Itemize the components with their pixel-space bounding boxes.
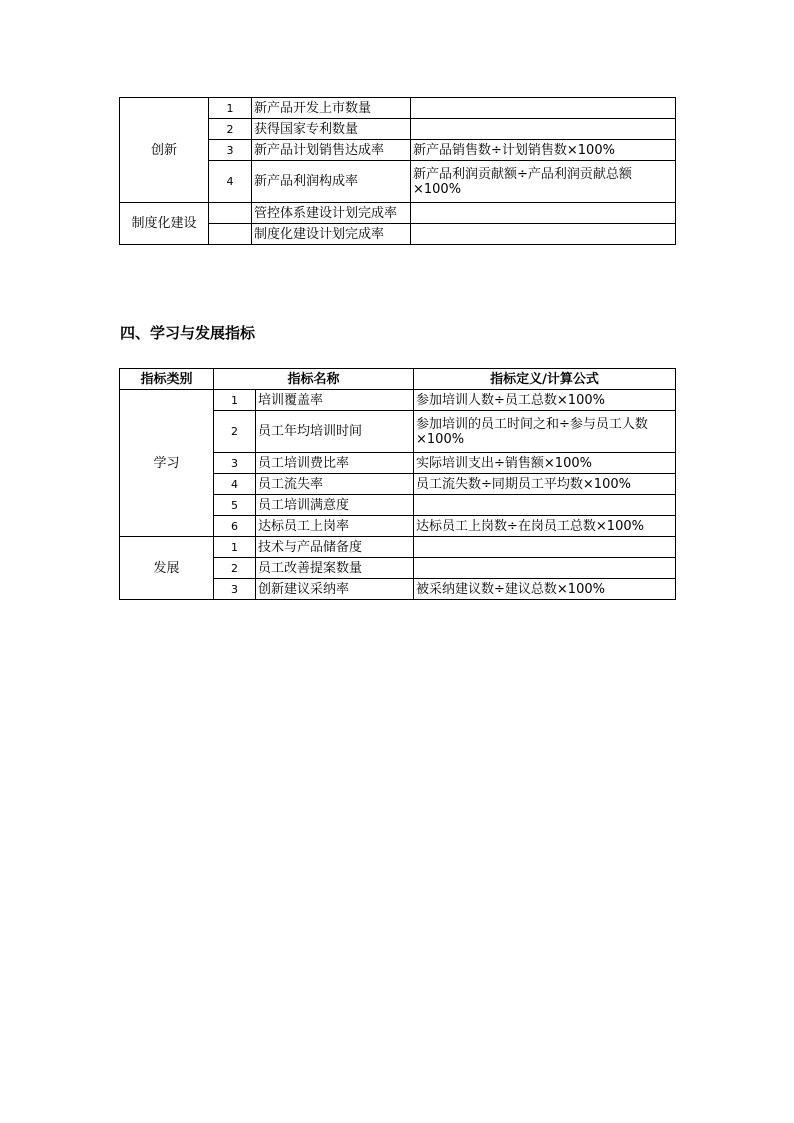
indicator-name: 新产品开发上市数量	[252, 98, 411, 119]
indicator-name: 员工培训满意度	[256, 495, 414, 516]
indicator-formula: 实际培训支出÷销售额×100%	[414, 453, 676, 474]
category-cell: 学习	[120, 390, 214, 537]
indicator-name: 员工流失率	[256, 474, 414, 495]
indicator-name: 新产品计划销售达成率	[252, 140, 411, 161]
row-number	[209, 224, 252, 245]
row-number: 2	[214, 411, 256, 453]
indicator-formula: 达标员工上岗数÷在岗员工总数×100%	[414, 516, 676, 537]
indicator-name: 制度化建设计划完成率	[252, 224, 411, 245]
indicator-formula	[414, 495, 676, 516]
indicator-name: 新产品利润构成率	[252, 161, 411, 203]
row-number: 2	[214, 558, 256, 579]
indicator-formula	[414, 558, 676, 579]
indicator-name: 技术与产品储备度	[256, 537, 414, 558]
row-number: 3	[209, 140, 252, 161]
indicator-name: 创新建议采纳率	[256, 579, 414, 600]
indicator-name: 培训覆盖率	[256, 390, 414, 411]
section-heading: 四、学习与发展指标	[120, 324, 256, 342]
indicator-name: 达标员工上岗率	[256, 516, 414, 537]
indicator-name: 员工培训费比率	[256, 453, 414, 474]
innovation-indicator-table	[119, 97, 676, 245]
indicator-formula: 员工流失数÷同期员工平均数×100%	[414, 474, 676, 495]
row-number: 3	[214, 453, 256, 474]
row-number: 4	[209, 161, 252, 203]
row-number: 5	[214, 495, 256, 516]
category-cell: 创新	[120, 98, 209, 203]
indicator-formula: 新产品利润贡献额÷产品利润贡献总额×100%	[411, 161, 676, 203]
indicator-formula	[411, 98, 676, 119]
header-category: 指标类别	[120, 369, 214, 390]
header-name: 指标名称	[214, 369, 414, 390]
table-header-row	[120, 369, 676, 390]
indicator-formula: 被采纳建议数÷建议总数×100%	[414, 579, 676, 600]
indicator-formula: 参加培训的员工时间之和÷参与员工人数×100%	[414, 411, 676, 453]
indicator-name: 员工年均培训时间	[256, 411, 414, 453]
row-number: 1	[209, 98, 252, 119]
row-number: 1	[214, 390, 256, 411]
header-formula: 指标定义/计算公式	[414, 369, 676, 390]
indicator-formula	[411, 224, 676, 245]
row-number	[209, 203, 252, 224]
indicator-formula: 参加培训人数÷员工总数×100%	[414, 390, 676, 411]
learning-development-table	[119, 368, 676, 600]
table-row	[120, 203, 676, 224]
category-cell: 发展	[120, 537, 214, 600]
row-number: 3	[214, 579, 256, 600]
indicator-formula	[411, 203, 676, 224]
row-number: 2	[209, 119, 252, 140]
indicator-formula	[414, 537, 676, 558]
table-row	[120, 537, 676, 558]
indicator-formula: 新产品销售数÷计划销售数×100%	[411, 140, 676, 161]
indicator-name: 员工改善提案数量	[256, 558, 414, 579]
row-number: 1	[214, 537, 256, 558]
table-row	[120, 390, 676, 411]
table-row	[120, 98, 676, 119]
category-cell: 制度化建设	[120, 203, 209, 245]
indicator-name: 获得国家专利数量	[252, 119, 411, 140]
indicator-name: 管控体系建设计划完成率	[252, 203, 411, 224]
row-number: 4	[214, 474, 256, 495]
indicator-formula	[411, 119, 676, 140]
row-number: 6	[214, 516, 256, 537]
